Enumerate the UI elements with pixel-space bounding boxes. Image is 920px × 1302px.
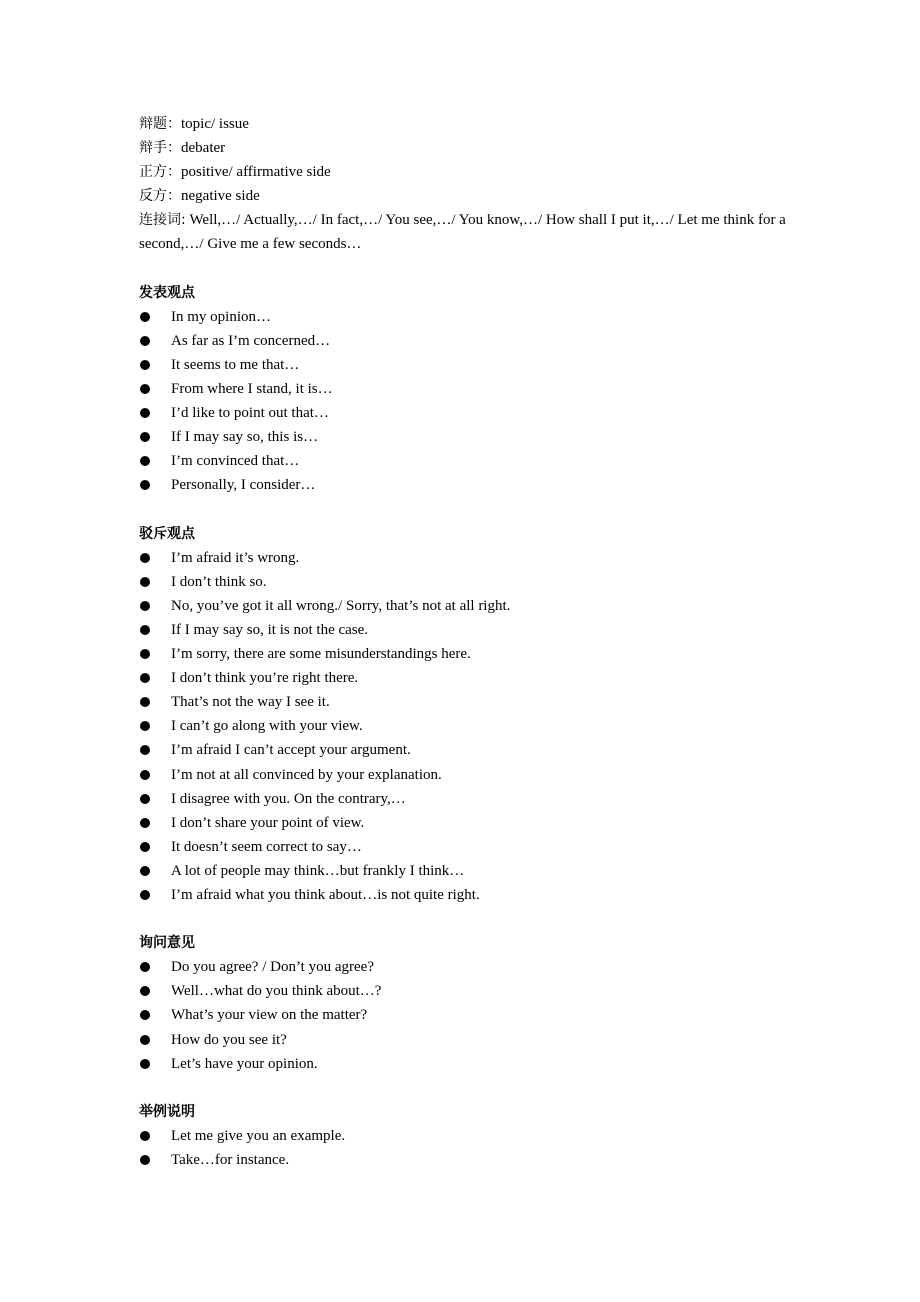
connectives-paragraph [139,208,799,256]
bullet-dot-icon [140,553,150,563]
list-item-text: It seems to me that… [171,356,300,373]
list-item [139,618,799,642]
list-item-text: That’s not the way I see it. [171,694,330,711]
glossary-affirmative [139,160,799,184]
glossary-value: topic/ issue [181,116,249,132]
bullet-dot-icon [140,1010,150,1020]
list-item [139,329,799,353]
list-item-text: I’m afraid I can’t accept your argument. [171,742,411,759]
glossary-label: 辩手： [139,140,181,157]
bullet-dot-icon [140,456,150,466]
list-item [139,546,799,570]
bullet-dot-icon [140,1035,150,1045]
list-item-text: As far as I’m concerned… [171,332,331,349]
bullet-dot-icon [140,745,150,755]
list-item [139,1148,799,1172]
list-item-text: Take…for instance. [171,1152,290,1169]
list-item [139,835,799,859]
list-item [139,955,799,979]
bullet-dot-icon [140,721,150,731]
list-item [139,1124,799,1148]
ask-opinion-list [139,955,799,1075]
document-body [139,112,799,1172]
give-example-list [139,1124,799,1172]
section-heading-refute-opinion: 驳斥观点 [139,525,195,542]
list-item-text: I’m convinced that… [171,453,300,470]
bullet-dot-icon [140,649,150,659]
bullet-dot-icon [140,697,150,707]
bullet-dot-icon [140,962,150,972]
list-item-text: No, you’ve got it all wrong./ Sorry, that’s not at all right. [171,597,511,614]
list-item [139,401,799,425]
list-item-text: What’s your view on the matter? [171,1007,368,1024]
list-item-text: I disagree with you. On the contrary,… [171,790,406,807]
section-heading-give-example: 举例说明 [139,1103,195,1120]
bullet-dot-icon [140,384,150,394]
list-item-text: I’m afraid it’s wrong. [171,549,300,566]
list-item [139,1052,799,1076]
list-item [139,883,799,907]
bullet-dot-icon [140,890,150,900]
list-item-text: How do you see it? [171,1031,287,1048]
bullet-dot-icon [140,673,150,683]
list-item [139,763,799,787]
glossary-debater [139,136,799,160]
list-item-text: Well…what do you think about…? [171,983,382,1000]
list-item-text: A lot of people may think…but frankly I think… [171,862,465,879]
list-item-text: I can’t go along with your view. [171,718,363,735]
list-item [139,666,799,690]
list-item-text: Do you agree? / Don’t you agree? [171,959,374,976]
bullet-dot-icon [140,794,150,804]
glossary-negative [139,184,799,208]
list-item-text: I’d like to point out that… [171,405,329,422]
list-item [139,787,799,811]
glossary-value: negative side [181,188,260,205]
bullet-dot-icon [140,336,150,346]
bullet-dot-icon [140,986,150,996]
list-item-text: I don’t share your point of view. [171,814,365,831]
bullet-dot-icon [140,480,150,490]
list-item [139,642,799,666]
section-heading-ask-opinion: 询问意见 [139,935,195,952]
list-item-text: From where I stand, it is… [171,381,333,398]
list-item-text: Let me give you an example. [171,1127,346,1144]
list-item-text: I’m afraid what you think about…is not quite right. [171,887,480,903]
bullet-dot-icon [140,577,150,587]
bullet-dot-icon [140,360,150,370]
list-item-text: In my opinion… [171,308,271,325]
list-item-text: Personally, I consider… [171,477,316,494]
list-item [139,305,799,329]
bullet-dot-icon [140,408,150,418]
bullet-dot-icon [140,1155,150,1165]
give-opinion-list [139,305,799,498]
bullet-dot-icon [140,432,150,442]
list-item [139,353,799,377]
glossary-label: 辩题： [139,116,181,132]
glossary-value: debater [181,140,226,157]
bullet-dot-icon [140,866,150,876]
glossary-value: positive/ affirmative side [181,164,331,181]
list-item-text: It doesn’t seem correct to say… [171,838,362,855]
bullet-dot-icon [140,770,150,780]
list-item [139,1028,799,1052]
bullet-dot-icon [140,312,150,322]
list-item [139,714,799,738]
list-item [139,979,799,1003]
list-item [139,425,799,449]
list-item-text: I’m not at all convinced by your explanation. [171,766,442,783]
bullet-dot-icon [140,1131,150,1141]
list-item [139,811,799,835]
bullet-dot-icon [140,601,150,611]
list-item [139,377,799,401]
paragraph-spacer [139,907,799,931]
connectives-value: Well,…/ Actually,…/ In fact,…/ You see,…/ You know,…/ How shall I put it,…/ Let me think for a second,…/ Give me a few seconds… [139,212,786,253]
bullet-dot-icon [140,842,150,852]
refute-opinion-list [139,546,799,907]
list-item-text: I’m sorry, there are some misunderstandings here. [171,646,471,663]
paragraph-spacer [139,1076,799,1100]
list-item [139,690,799,714]
bullet-dot-icon [140,1059,150,1069]
paragraph-spacer [139,257,799,281]
connectives-label: 连接词: [139,212,186,229]
bullet-dot-icon [140,625,150,635]
list-item-text: Let’s have your opinion. [171,1055,318,1072]
list-item [139,859,799,883]
list-item-text: If I may say so, this is… [171,429,319,446]
glossary-label: 反方： [139,188,181,205]
list-item-text: I don’t think so. [171,573,267,590]
bullet-dot-icon [140,818,150,828]
list-item-text: I don’t think you’re right there. [171,670,359,687]
list-item [139,449,799,473]
list-item [139,738,799,762]
glossary-label: 正方： [139,164,181,181]
list-item-text: If I may say so, it is not the case. [171,621,369,638]
list-item [139,594,799,618]
paragraph-spacer [139,498,799,522]
list-item [139,473,799,497]
glossary-topic [139,112,799,136]
list-item [139,570,799,594]
section-heading-give-opinion: 发表观点 [139,284,195,301]
list-item [139,1003,799,1027]
